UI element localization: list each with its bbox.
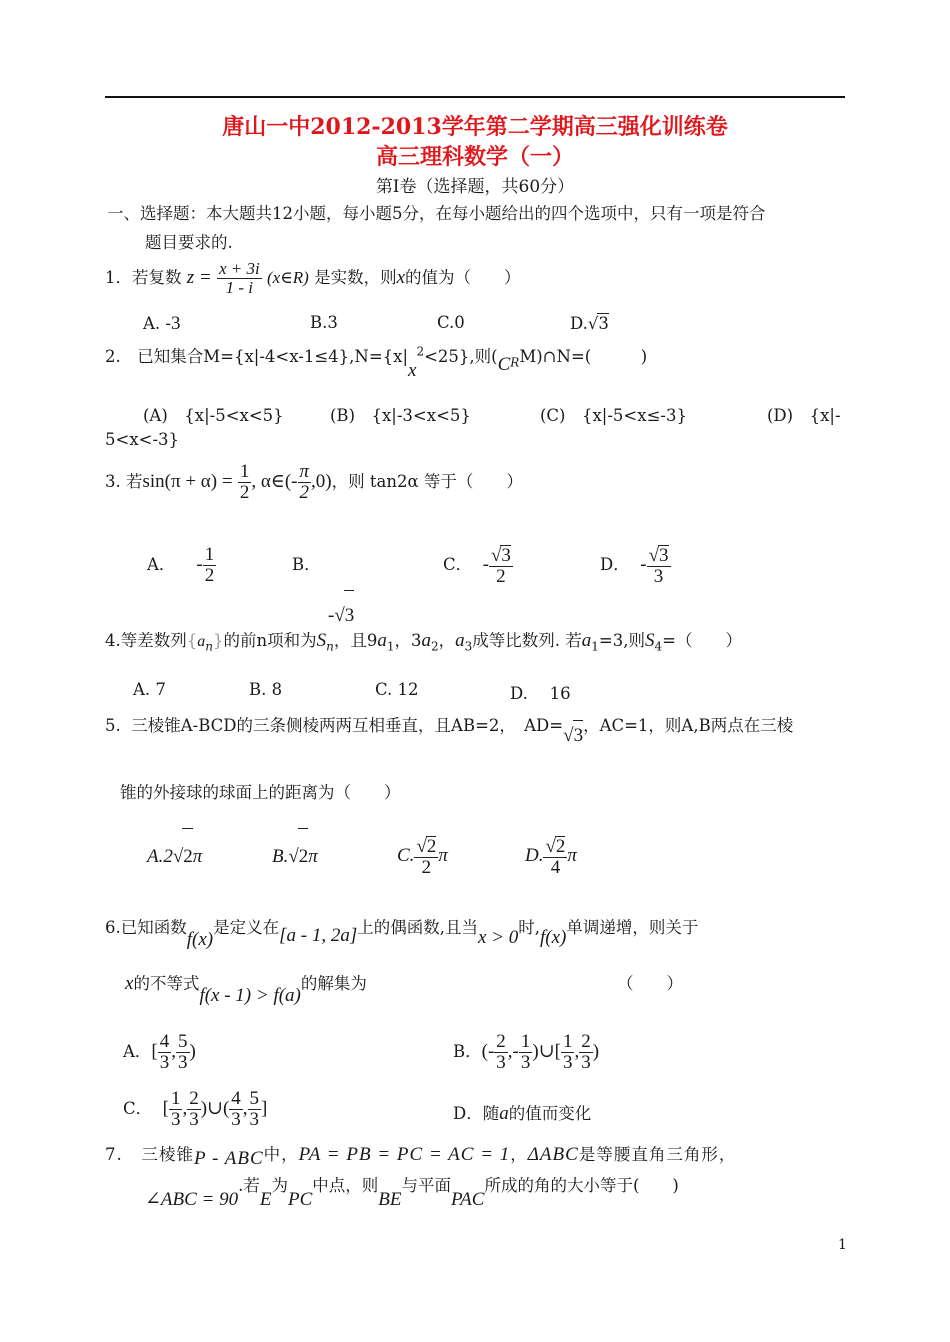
q5-option-a: A.2√2π — [147, 828, 202, 885]
q6-option-c: C． [ $\frac{1}{3}$ , $\frac{2}{3}$ )∪( $\frac{4}{3}$ , $\frac{5}{3}$ ] — [123, 1088, 268, 1130]
q3-option-a: A． - $\frac{1}{2}$ — [147, 544, 215, 586]
q5-option-c: C. $\frac{√2}{2}$ π — [397, 835, 448, 878]
q6-answer-paren: （ ） — [617, 974, 683, 993]
exam-subtitle: 高三理科数学（一） — [375, 144, 574, 170]
question-5-line2: 锥的外接球的球面上的距离为（ ） — [120, 783, 401, 802]
q1-option-c: C.0 — [437, 313, 465, 332]
question-7: 7. 三棱锥P - ABC中，PA = PB = PC = AC = 1，ΔABC是等腰直角三角形， — [105, 1144, 737, 1169]
q3-option-c: C． - $\frac{√3}{2}$ — [443, 544, 511, 587]
q1-option-b: B.3 — [310, 313, 338, 332]
q6-option-d: D．随a的值而变化 — [453, 1103, 592, 1124]
question-3: 3. 若sin(π + α) = $\frac{1}{2}$ , α∈(- $\frac{\pi}{2}$ ,0)，则 tan2α 等于（ ） — [105, 461, 523, 503]
q2-option-d: (D) {x|- — [767, 406, 841, 425]
question-6: 6.已知函数f(x)是定义在[a - 1, 2a]上的偶函数,且当x > 0时,f(x)单调递增，则关于 — [105, 918, 699, 950]
question-2: 2. 已知集合$M=\{x|-4<x-1\le 4\},N=\{x|x^2<25\}$,则$(C_RM)\cap N=$( ) — [105, 344, 648, 381]
q4-option-a: A. 7 — [133, 680, 166, 699]
q3-option-b: B． -√3 — [292, 540, 354, 641]
exam-title: 唐山一中2012-2013学年第二学期高三强化训练卷 — [222, 114, 728, 140]
header-rule — [105, 96, 845, 98]
q3-option-d: D． - $\frac{√3}{3}$ — [600, 544, 669, 587]
q2-option-d-cont: 5<x<-3} — [105, 430, 180, 449]
q4-option-d: D. 16 — [510, 684, 571, 703]
question-5: 5. 三棱锥A-BCD的三条侧棱两两互相垂直，且AB=2， AD=√3，AC=1，则A,B两点在三棱 — [105, 710, 793, 741]
q2-option-c: (C) {x|-5<x≤-3} — [540, 406, 687, 425]
page-number: 1 — [838, 1237, 847, 1253]
q2-option-a: (A) {x|-5<x<5} — [143, 406, 284, 425]
q5-option-b: B.√2π — [272, 828, 318, 885]
question-6-line2: x的不等式f(x - 1) > f(a)的解集为 — [125, 973, 367, 1006]
section-instruction-line2: 题目要求的. — [145, 233, 233, 252]
section-instruction-line1: 一、选择题：本大题共12小题，每小题5分，在每小题给出的四个选项中，只有一项是符合 — [107, 204, 766, 223]
q1-option-d: D.√3 — [570, 314, 609, 333]
q5-option-d: D. $\frac{√2}{4}$ π — [525, 835, 577, 878]
question-7-line2: ∠ABC = 90.若E为PC中点，则BE与平面PAC所成的角的大小等于( ) — [145, 1176, 679, 1210]
question-4: 4.等差数列$\{a_n\}$的前n项和为$S_n$，且$9a_1$，$3a_2$，$a_3$成等比数列. 若$a_1=3$,则$S_4=$（ ） — [105, 630, 742, 654]
q2-option-b: (B) {x|-3<x<5} — [330, 406, 471, 425]
question-1: 1．若复数 z = $\frac{x + 3i}{1 - i}$ (x∈R) 是实数，则x的值为（ ） — [105, 259, 521, 297]
q6-option-a: A．[ $\frac{4}{3}$ , $\frac{5}{3}$ ) — [123, 1031, 196, 1073]
q1-option-a: A. -3 — [143, 313, 181, 334]
q6-option-b: B．(- $\frac{2}{3}$ ,- $\frac{1}{3}$ )∪[ $\frac{1}{3}$ , $\frac{2}{3}$ ) — [453, 1031, 600, 1073]
q4-option-b: B. 8 — [249, 680, 283, 699]
part-heading: 第Ⅰ卷（选择题，共60分） — [375, 177, 575, 197]
q4-option-c: C. 12 — [375, 680, 419, 699]
